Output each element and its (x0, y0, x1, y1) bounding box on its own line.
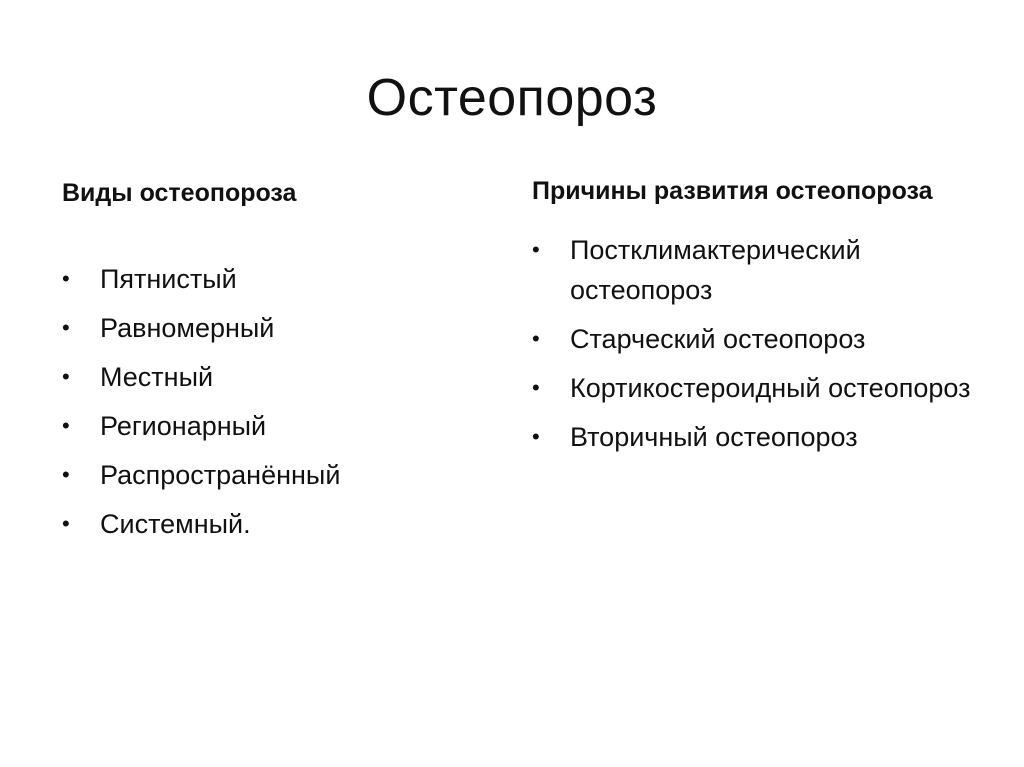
list-item-text: Старческий остеопороз (570, 324, 866, 354)
list-item (62, 357, 482, 397)
list-item (62, 259, 482, 299)
list-item-text: Кортикостероидный остеопороз (570, 373, 971, 403)
bullet-icon: • (532, 424, 540, 449)
list-item-text: Постклимактерический остеопороз (570, 235, 861, 305)
list-item-text: Распространённый (100, 460, 341, 490)
list-item (532, 368, 972, 408)
bullet-icon: • (62, 364, 70, 389)
list-item (62, 406, 482, 446)
left-bullet-list (62, 259, 482, 544)
list-item (62, 308, 482, 348)
bullet-icon: • (62, 315, 70, 340)
list-item-text: Пятнистый (100, 264, 237, 294)
list-item-text: Местный (100, 362, 214, 392)
list-item-text: Вторичный остеопороз (570, 422, 858, 452)
right-column-heading: Причины развития остеопороза (532, 177, 933, 205)
list-item-text: Регионарный (100, 411, 267, 441)
bullet-icon: • (532, 375, 540, 400)
bullet-icon: • (62, 511, 70, 536)
list-item (532, 319, 972, 359)
bullet-icon: • (532, 237, 540, 262)
slide-title: Остеопороз (366, 69, 658, 127)
bullet-icon: • (62, 462, 70, 487)
right-bullet-list (532, 230, 972, 457)
list-item (62, 504, 482, 544)
left-column (62, 178, 482, 553)
bullet-icon: • (532, 326, 540, 351)
list-item (532, 230, 972, 310)
bullet-icon: • (62, 266, 70, 291)
list-item-text: Равномерный (100, 313, 275, 343)
bullet-icon: • (62, 413, 70, 438)
left-column-heading: Виды остеопороза (62, 179, 297, 207)
list-item (532, 417, 972, 457)
list-item (62, 455, 482, 495)
right-column (532, 176, 972, 466)
list-item-text: Системный. (100, 509, 251, 539)
